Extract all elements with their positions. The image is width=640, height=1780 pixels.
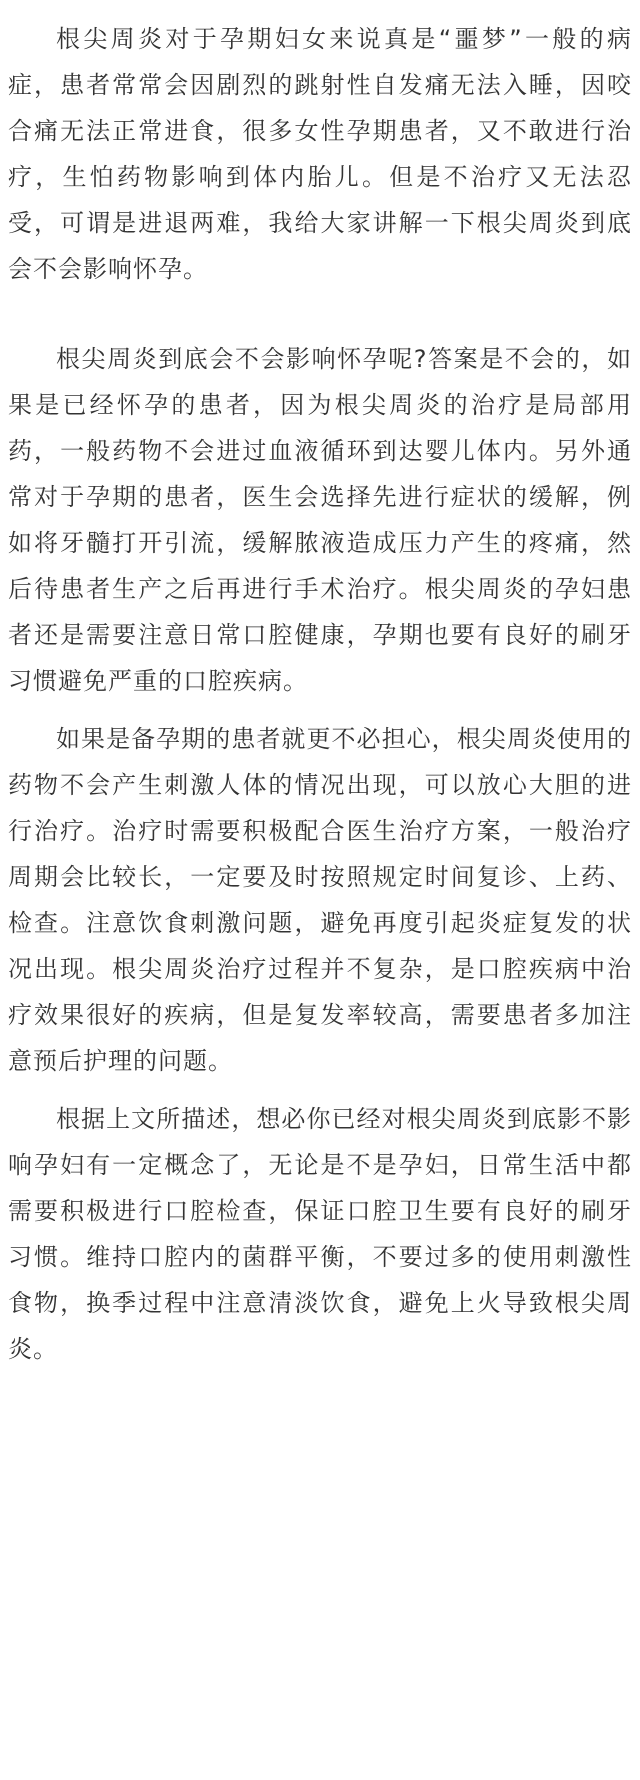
paragraph-preconception: 如果是备孕期的患者就更不必担心，根尖周炎使用的药物不会产生刺激人体的情况出现，可以放心大胆的进行治疗。治疗时需要积极配合医生治疗方案，一般治疗周期会比较长，一定要及时按照规定时间复诊、上药、检查。注意饮食刺激问题，避免再度引起炎症复发的状况出现。根尖周炎治疗过程并不复杂，是口腔疾病中治疗效果很好的疾病，但是复发率较高，需要患者多加注意预后护理的问题。 [8,725,632,1075]
paragraph-intro: 根尖周炎对于孕期妇女来说真是“噩梦”一般的病症，患者常常会因剧烈的跳射性自发痛无法入睡，因咬合痛无法正常进食，很多女性孕期患者，又不敢进行治疗，生怕药物影响到体内胎儿。但是不治疗又无法忍受，可谓是进退两难，我给大家讲解一下根尖周炎到底会不会影响怀孕。 [8,25,632,283]
paragraph-pregnancy-effect: 根尖周炎到底会不会影响怀孕呢?答案是不会的，如果是已经怀孕的患者，因为根尖周炎的治疗是局部用药，一般药物不会进过血液循环到达婴儿体内。另外通常对于孕期的患者，医生会选择先进行症状的缓解，例如将牙髓打开引流，缓解脓液造成压力产生的疼痛，然后待患者生产之后再进行手术治疗。根尖周炎的孕妇患者还是需要注意日常口腔健康，孕期也要有良好的刷牙习惯避免严重的口腔疾病。 [8,345,632,695]
paragraph-conclusion: 根据上文所描述，想必你已经对根尖周炎到底影不影响孕妇有一定概念了，无论是不是孕妇，日常生活中都需要积极进行口腔检查，保证口腔卫生要有良好的刷牙习惯。维持口腔内的菌群平衡，不要过多的使用刺激性食物，换季过程中注意清淡饮食，避免上火导致根尖周炎。 [8,1105,632,1363]
